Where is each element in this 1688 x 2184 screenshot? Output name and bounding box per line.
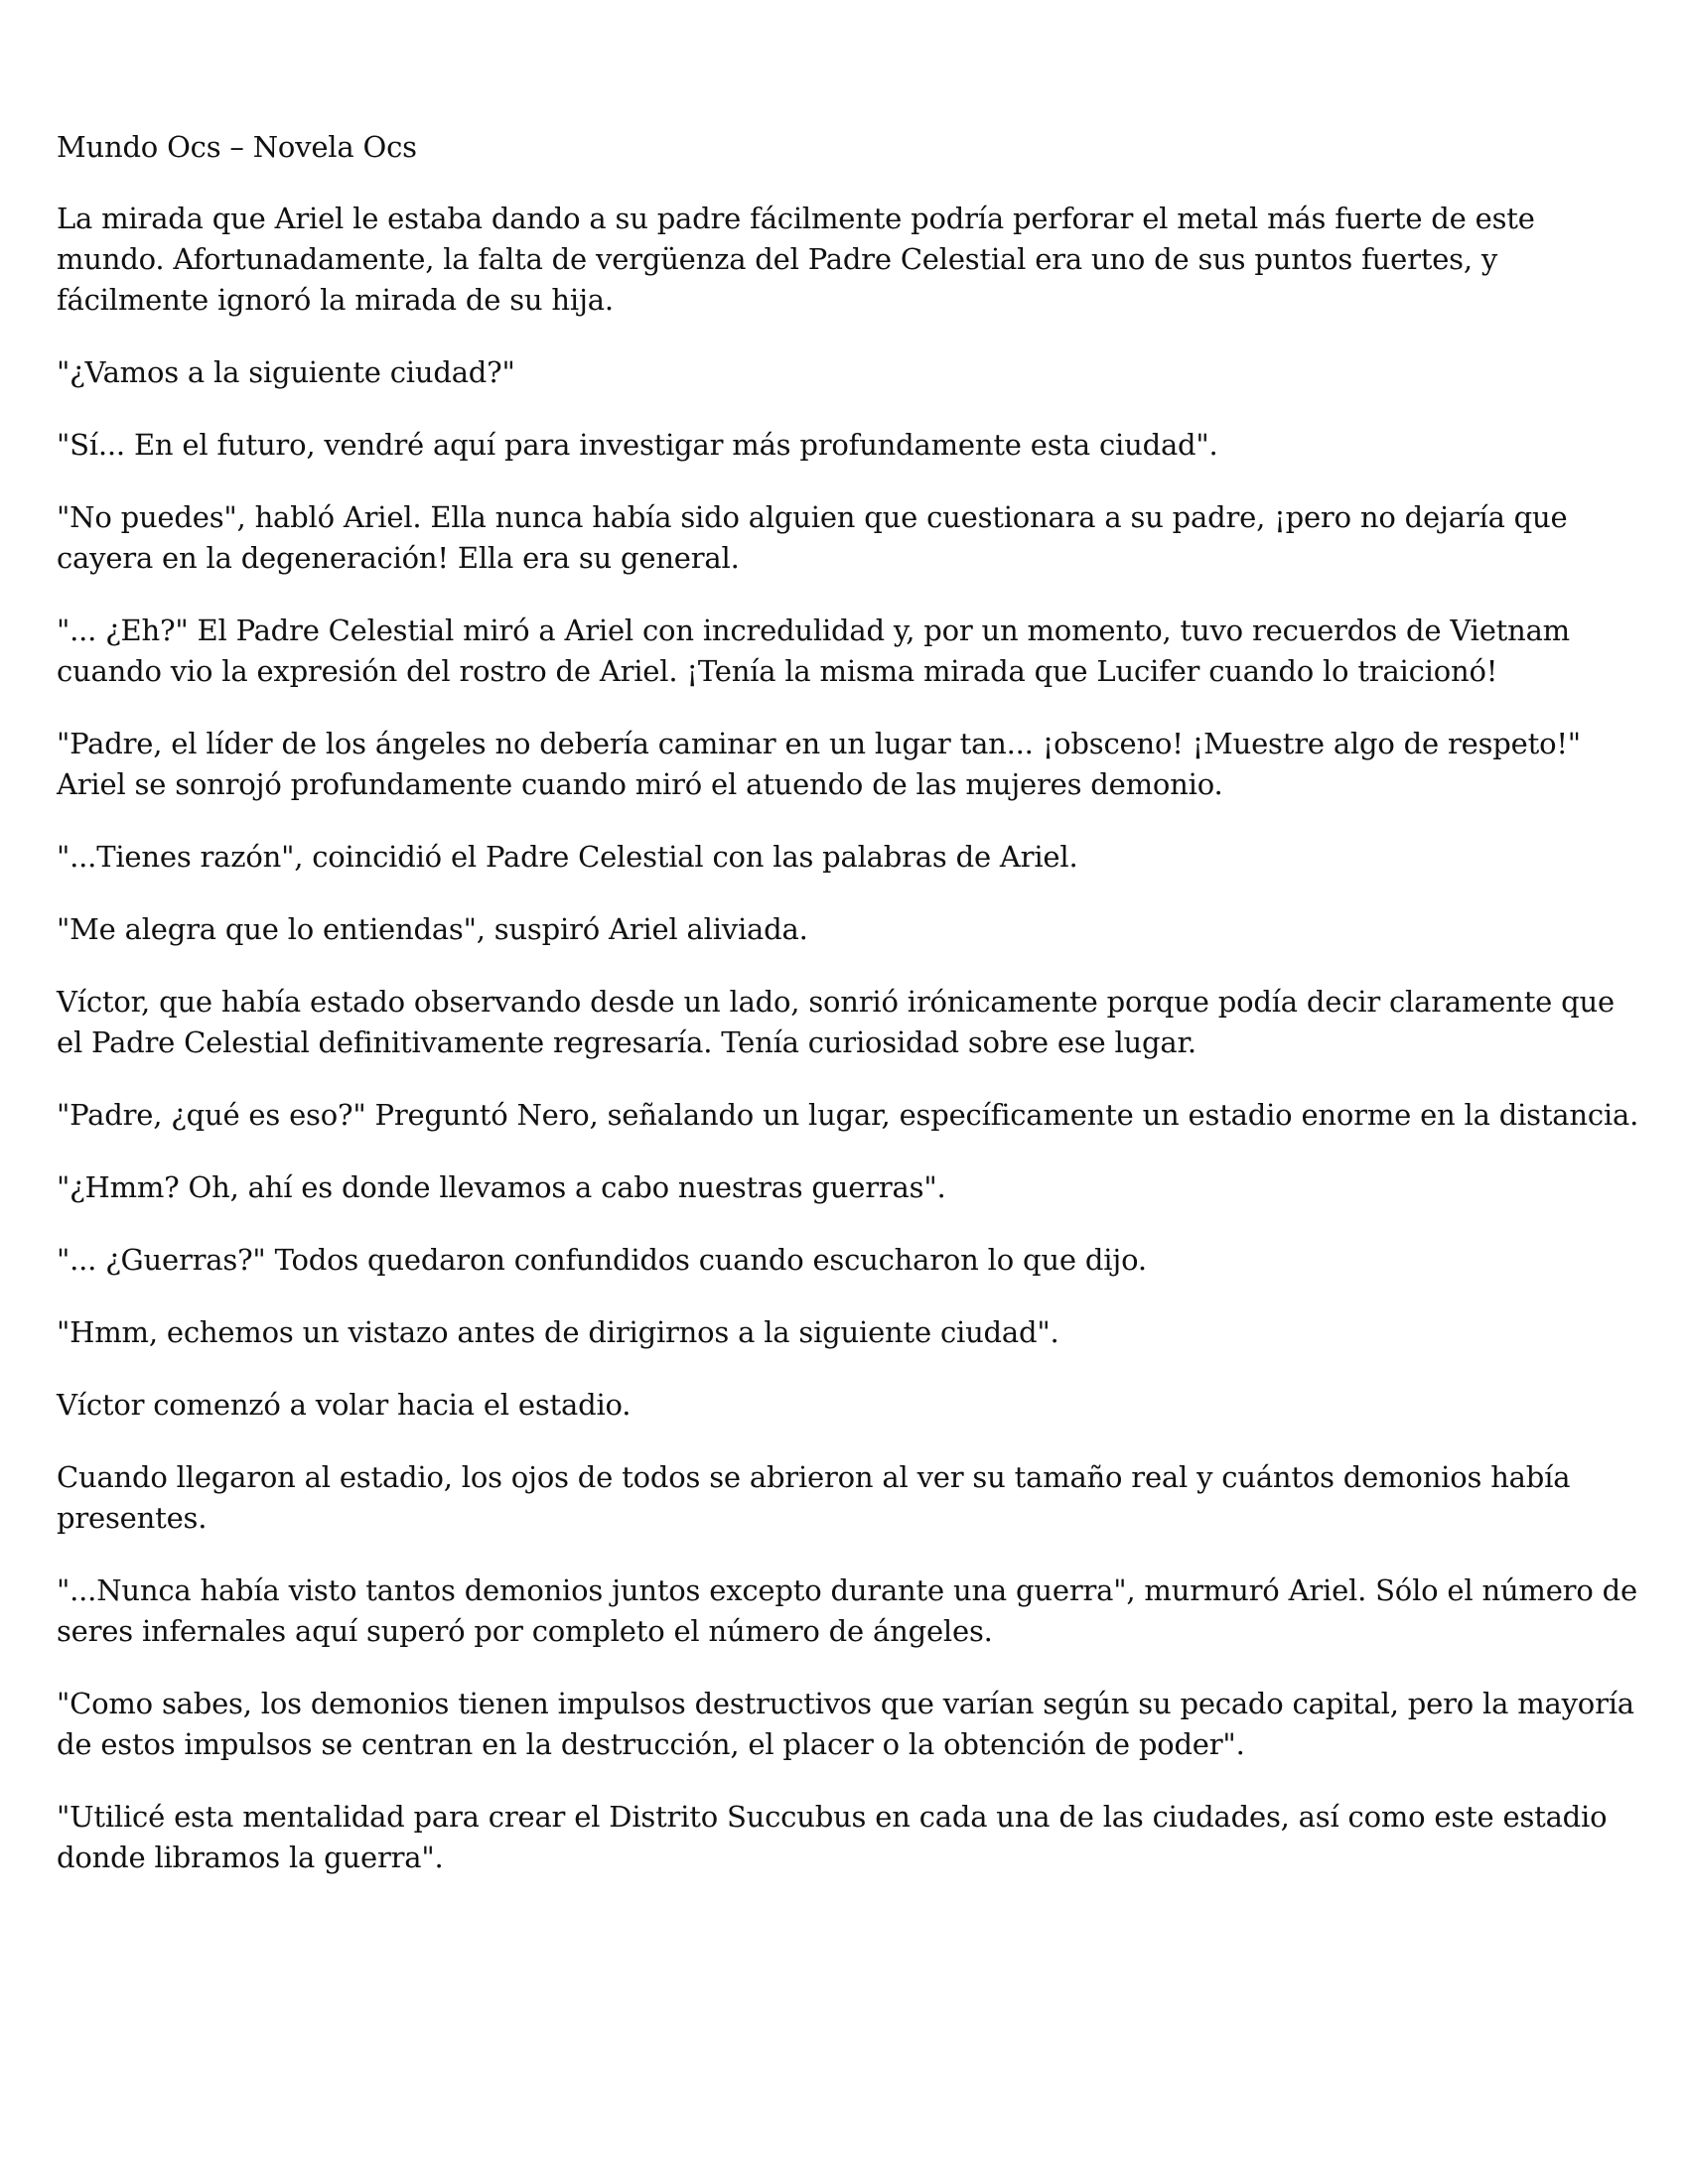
document-page bbox=[57, 127, 1645, 1910]
document-header: Mundo Ocs – Novela Ocs bbox=[57, 130, 417, 164]
paragraph: "Como sabes, los demonios tienen impulsos destructivos que varían según su pecado capital, pero la mayoría de estos impulsos se centran en la destrucción, el placer o la obtención de poder". bbox=[57, 1687, 1634, 1761]
paragraph: "Padre, ¿qué es eso?" Preguntó Nero, señalando un lugar, específicamente un estadio enorme en la distancia. bbox=[57, 1098, 1639, 1132]
paragraph: Víctor comenzó a volar hacia el estadio. bbox=[57, 1388, 632, 1422]
paragraph: "...Tienes razón", coincidió el Padre Celestial con las palabras de Ariel. bbox=[57, 840, 1078, 874]
paragraph: "... ¿Guerras?" Todos quedaron confundidos cuando escucharon lo que dijo. bbox=[57, 1243, 1147, 1277]
paragraph: "...Nunca había visto tantos demonios juntos excepto durante una guerra", murmuró Ariel. Sólo el número de seres infernales aquí superó por completo el número de ángeles. bbox=[57, 1573, 1637, 1648]
paragraph: "Utilicé esta mentalidad para crear el Distrito Succubus en cada una de las ciudades, así como este estadio donde libramos la guerra". bbox=[57, 1800, 1608, 1874]
paragraph: "No puedes", habló Ariel. Ella nunca había sido alguien que cuestionara a su padre, ¡pero no dejaría que cayera en la degeneración! Ella era su general. bbox=[57, 500, 1568, 575]
paragraph: "Padre, el líder de los ángeles no debería caminar en un lugar tan... ¡obsceno! ¡Muestre algo de respeto!" Ariel se sonrojó profundamente cuando miró el atuendo de las mujeres demonio. bbox=[57, 727, 1581, 801]
paragraph: "Me alegra que lo entiendas", suspiró Ariel aliviada. bbox=[57, 912, 808, 946]
paragraph: La mirada que Ariel le estaba dando a su padre fácilmente podría perforar el metal más fuerte de este mundo. Afortunadamente, la falta de vergüenza del Padre Celestial era uno de sus puntos fuertes, y fácilmente ignoró la mirada de su hija. bbox=[57, 202, 1535, 317]
paragraph: Cuando llegaron al estadio, los ojos de todos se abrieron al ver su tamaño real y cuántos demonios había presentes. bbox=[57, 1460, 1571, 1535]
paragraph: "... ¿Eh?" El Padre Celestial miró a Ariel con incredulidad y, por un momento, tuvo recuerdos de Vietnam cuando vio la expresión del rostro de Ariel. ¡Tenía la misma mirada que Lucifer cuando lo traicionó! bbox=[57, 614, 1570, 688]
paragraph: "¿Vamos a la siguiente ciudad?" bbox=[57, 355, 515, 389]
paragraph: "Hmm, echemos un vistazo antes de dirigirnos a la siguiente ciudad". bbox=[57, 1315, 1059, 1349]
paragraph: Víctor, que había estado observando desde un lado, sonrió irónicamente porque podía decir claramente que el Padre Celestial definitivamente regresaría. Tenía curiosidad sobre ese lugar. bbox=[57, 985, 1615, 1059]
paragraph: "¿Hmm? Oh, ahí es donde llevamos a cabo nuestras guerras". bbox=[57, 1170, 946, 1204]
paragraph: "Sí... En el futuro, vendré aquí para investigar más profundamente esta ciudad". bbox=[57, 428, 1218, 462]
